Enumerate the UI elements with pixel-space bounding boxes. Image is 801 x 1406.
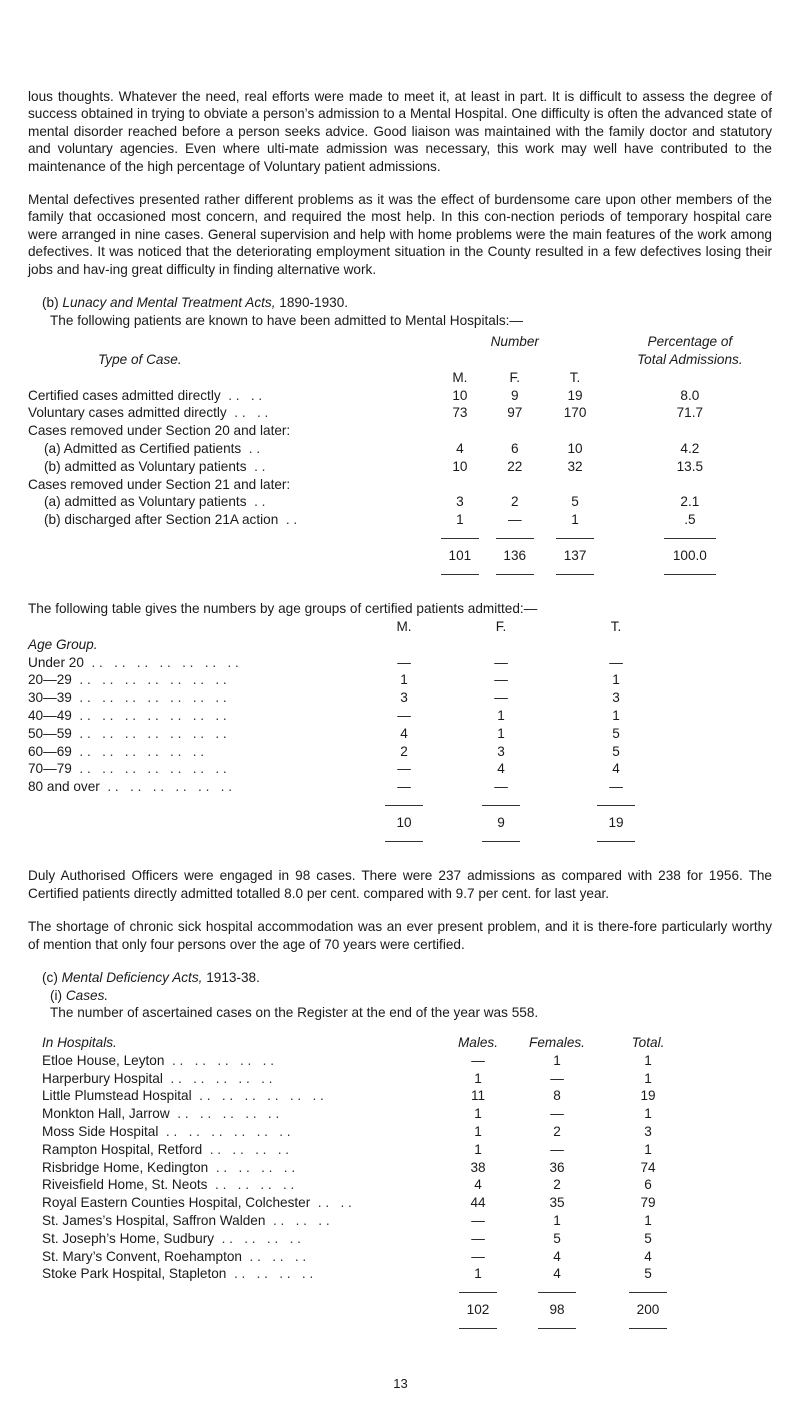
cell-t: 5 — [612, 725, 620, 741]
cell-t: 170 — [563, 405, 587, 421]
table-row — [28, 440, 772, 458]
row-label-cell — [28, 404, 433, 422]
cell-m: — — [471, 1212, 485, 1228]
cell-f: 2 — [510, 494, 519, 510]
row-label-cell — [42, 1212, 457, 1230]
cell-f: 22 — [507, 458, 523, 474]
table-row — [42, 1123, 681, 1141]
cell-f: 35 — [549, 1195, 565, 1211]
cell-f: 1 — [553, 1212, 561, 1228]
cell-m — [433, 422, 487, 440]
section-c-heading — [28, 969, 772, 1022]
table-row — [28, 387, 772, 405]
cell-f: 4 — [553, 1248, 561, 1264]
section-c-marker: (c) — [42, 970, 58, 985]
cell-m: — — [471, 1230, 485, 1246]
leader-dots: . . . . . . . . — [215, 1159, 296, 1175]
age-group-label-row — [28, 636, 662, 654]
hospitals-header-place: In Hospitals. — [42, 1035, 117, 1051]
leader-dots: . . — [248, 441, 261, 457]
table-row — [42, 1159, 681, 1177]
cell-pct: 71.7 — [676, 405, 704, 421]
header-number: Number — [490, 334, 539, 350]
table-row — [42, 1194, 681, 1212]
leader-dots: . . . . . . — [249, 1248, 307, 1264]
cell-t: 5 — [644, 1230, 652, 1246]
cell-t: 5 — [644, 1266, 652, 1282]
cell-m: 4 — [456, 441, 464, 457]
table-row — [28, 493, 772, 511]
cell-m: 73 — [452, 405, 468, 421]
hospitals-header-t: Total. — [631, 1035, 665, 1051]
leader-dots: . . . . . . . . . . — [170, 1070, 273, 1086]
table-row — [28, 743, 662, 761]
leader-dots: . . . . . . . . . . . . . . — [91, 654, 239, 670]
paragraph-3: Duly Authorised Officers were engaged in 98 cases. There were 237 admissions as compared with 238 for 1956. The Certified patients directly admitted totalled 8.0 per cent. compared with 9.7 per cent. for last year. — [28, 868, 772, 901]
leader-dots: . . . . . . . . . . . . — [79, 743, 205, 759]
leader-dots: . . . . . . . . . . . . . . — [79, 672, 227, 688]
hospitals-header-row — [42, 1034, 681, 1052]
cell-f: 97 — [507, 405, 523, 421]
cell-f: 2 — [553, 1124, 561, 1139]
leader-dots: . . . . . . . . — [233, 1266, 314, 1282]
row-label-cell — [42, 1230, 457, 1248]
table-row — [42, 1265, 681, 1283]
cell-m: 10 — [452, 387, 468, 403]
leader-dots: . . . . . . . . — [209, 1141, 290, 1157]
row-label: St. James’s Hospital, Saffron Walden — [42, 1212, 266, 1228]
cell-t — [542, 476, 607, 494]
total-f: 136 — [503, 547, 527, 563]
section-b-years: 1890-1930. — [279, 294, 349, 310]
row-label-cell — [28, 778, 376, 796]
cell-f: — — [494, 654, 508, 670]
cell-f: — — [550, 1141, 564, 1157]
cell-f: 4 — [497, 761, 505, 777]
cell-t: — — [609, 654, 623, 670]
admissions-header-row-3 — [28, 369, 772, 387]
table-row — [42, 1052, 681, 1070]
cell-t: 1 — [644, 1141, 652, 1157]
row-label-cell — [42, 1141, 457, 1159]
row-label-cell — [28, 654, 376, 672]
cell-f: 2 — [553, 1177, 561, 1193]
row-label: Harperbury Hospital — [42, 1070, 163, 1086]
cell-m: 38 — [470, 1159, 486, 1175]
row-label: 50—59 — [28, 725, 72, 741]
row-label: (b) discharged after Section 21A action — [44, 512, 279, 528]
row-label-cell — [28, 725, 376, 743]
cell-t: 1 — [612, 672, 620, 688]
table-row — [28, 511, 772, 529]
header-t: T. — [569, 369, 581, 385]
row-label: Stoke Park Hospital, Stapleton — [42, 1266, 227, 1282]
row-label: Cases removed under Section 21 and later: — [28, 476, 291, 492]
leader-dots: . . — [285, 512, 298, 528]
cell-m: — — [397, 761, 411, 777]
cell-t: 1 — [644, 1106, 652, 1122]
table-row — [28, 760, 662, 778]
cell-t: 3 — [644, 1124, 652, 1139]
header-m: M. — [452, 369, 468, 385]
cell-m: — — [471, 1052, 485, 1068]
row-label: Etloe House, Leyton — [42, 1052, 165, 1068]
hospitals-header-f: Females. — [529, 1035, 585, 1051]
cell-t: 5 — [612, 743, 620, 759]
cell-m: 1 — [474, 1141, 482, 1157]
leader-dots: . . . . — [234, 405, 269, 421]
age-total-f: 9 — [497, 814, 505, 830]
cell-pct: .5 — [684, 512, 696, 528]
table-row — [28, 725, 662, 743]
hospitals-table — [42, 1034, 681, 1337]
admissions-rule-row-2 — [28, 565, 772, 583]
section-b-title: Lunacy and Mental Treatment Acts, — [62, 294, 276, 310]
section-c-years: 1913-38. — [206, 970, 260, 985]
total-m: 101 — [448, 547, 472, 563]
admissions-total-row — [28, 547, 772, 565]
row-label-cell — [28, 511, 433, 529]
section-b-heading — [28, 294, 772, 329]
table-row — [42, 1105, 681, 1123]
cell-t: 1 — [644, 1052, 652, 1068]
header-percentage-2: Total Admissions. — [637, 352, 743, 368]
row-label: 70—79 — [28, 761, 72, 777]
cell-t: — — [609, 779, 623, 795]
table-row — [28, 404, 772, 422]
row-label-cell — [28, 760, 376, 778]
cell-m: — — [471, 1248, 485, 1264]
table-row — [42, 1212, 681, 1230]
table-row — [42, 1087, 681, 1105]
cell-t: 1 — [571, 512, 579, 528]
cell-f: — — [550, 1070, 564, 1086]
cell-m — [433, 476, 487, 494]
cell-f: 8 — [553, 1088, 561, 1104]
row-label-cell — [42, 1248, 457, 1266]
admissions-header-row-1 — [28, 333, 772, 351]
row-label: Royal Eastern Counties Hospital, Colchester — [42, 1195, 311, 1211]
paragraph-1: lous thoughts. Whatever the need, real efforts were made to meet it, at least in part. It is difficult to assess the degree of success obtained in trying to obviate a person’s admission to a Mental Hospital. One difficulty is often the advanced state of mental disorder reached before a person seeks advice. Good liaison was maintained with the family doctor and statutory and voluntary agencies. Even where ulti-mate admission was necessary, this work may well have contributed to the maintenance of the high percentage of Voluntary patient admissions. — [28, 89, 772, 174]
leader-dots: . . . . . . . . — [221, 1230, 301, 1246]
row-label: 60—69 — [28, 743, 72, 759]
section-c-sub-title: Cases. — [65, 987, 109, 1003]
row-label: Little Plumstead Hospital — [42, 1088, 192, 1104]
cell-m: 1 — [456, 512, 464, 528]
cell-f: 3 — [497, 743, 505, 759]
leader-dots: . . . . . . . . . . . . — [107, 779, 233, 795]
cell-t: 4 — [612, 761, 620, 777]
table-row — [28, 689, 662, 707]
cell-m: 1 — [400, 672, 408, 688]
cell-f: — — [494, 672, 508, 688]
cell-m: — — [397, 654, 411, 670]
row-label-cell — [28, 671, 376, 689]
age-header-f: F. — [495, 619, 507, 635]
table-row — [42, 1070, 681, 1088]
section-b-intro: The following patients are known to have been admitted to Mental Hospitals:— — [50, 312, 524, 328]
row-label-cell — [42, 1105, 457, 1123]
hospitals-header-m: Males. — [457, 1035, 499, 1051]
cell-m: 1 — [474, 1266, 482, 1282]
cell-t: 1 — [644, 1212, 652, 1228]
row-label: Certified cases admitted directly — [28, 387, 221, 403]
age-total-row — [28, 814, 662, 832]
cell-f: 1 — [497, 725, 505, 741]
table-row — [42, 1176, 681, 1194]
table-row — [28, 476, 772, 494]
cell-f: 9 — [510, 387, 519, 403]
cell-t — [542, 422, 607, 440]
cell-f: — — [507, 512, 522, 528]
leader-dots: . . . . . . . . — [215, 1177, 295, 1193]
table-row — [42, 1248, 681, 1266]
leader-dots: . . . . . . . . . . . . . . — [79, 761, 227, 777]
row-label: St. Joseph’s Home, Sudbury — [42, 1230, 215, 1246]
cell-pct: 2.1 — [680, 494, 700, 510]
row-label: (a) admitted as Voluntary patients — [44, 494, 247, 510]
row-label-cell — [28, 440, 433, 458]
table-row — [42, 1141, 681, 1159]
row-label-cell — [42, 1070, 457, 1088]
cell-t: 1 — [644, 1070, 652, 1086]
cell-m: 1 — [474, 1106, 482, 1122]
header-percentage-1: Percentage of — [647, 334, 733, 350]
cell-t: 19 — [567, 387, 583, 403]
cell-f: 36 — [549, 1159, 565, 1175]
leader-dots: . . . . . . . . . . . . . . — [79, 725, 227, 741]
age-header-row — [28, 618, 662, 636]
row-label-cell — [28, 422, 433, 440]
row-label-cell — [42, 1123, 457, 1141]
cell-m: 10 — [452, 458, 468, 474]
row-label-cell — [28, 476, 433, 494]
age-total-t: 19 — [608, 814, 624, 830]
page-number: 13 — [393, 1376, 408, 1391]
cell-m: 3 — [400, 690, 408, 706]
cell-m: 44 — [470, 1195, 486, 1211]
admissions-rule-row — [28, 529, 772, 547]
cell-t: 5 — [571, 494, 579, 510]
row-label-cell — [42, 1176, 457, 1194]
leader-dots: . . . . . . . . . . — [172, 1052, 274, 1068]
row-label: Riveisfield Home, St. Neots — [42, 1177, 208, 1193]
cell-t: 4 — [644, 1248, 652, 1264]
age-group-table — [28, 618, 662, 849]
row-label: (b) admitted as Voluntary patients — [44, 458, 247, 474]
cell-m: — — [397, 708, 411, 724]
cell-pct — [608, 422, 772, 440]
cell-f — [487, 476, 542, 494]
row-label-cell — [28, 707, 376, 725]
age-group-header: Age Group. — [28, 636, 98, 652]
table-row — [28, 778, 662, 796]
admissions-header-row-2 — [28, 351, 772, 369]
row-label-cell — [28, 743, 376, 761]
header-f: F. — [509, 369, 521, 385]
cell-t: 1 — [612, 708, 620, 724]
cell-m: 2 — [400, 743, 408, 759]
row-label-cell — [28, 493, 433, 511]
cell-t: 79 — [640, 1195, 656, 1211]
leader-dots: . . — [254, 458, 266, 474]
age-table-intro: The following table gives the numbers by age groups of certified patients admitted:— — [28, 601, 538, 617]
cell-f: 4 — [553, 1266, 561, 1282]
total-t: 137 — [563, 547, 587, 563]
row-label-cell — [42, 1159, 457, 1177]
cell-f — [487, 422, 542, 440]
row-label: 40—49 — [28, 708, 72, 724]
row-label: 30—39 — [28, 690, 72, 706]
table-row — [28, 458, 772, 476]
row-label: Cases removed under Section 20 and later: — [28, 423, 291, 439]
cell-m: 3 — [456, 494, 464, 510]
header-type-of-case: Type of Case. — [98, 352, 182, 368]
cell-f: — — [494, 690, 508, 706]
table-row — [28, 671, 662, 689]
table-row — [42, 1230, 681, 1248]
hospitals-total-m: 102 — [466, 1301, 490, 1317]
age-header-m: M. — [396, 619, 412, 635]
row-label: 20—29 — [28, 672, 72, 688]
section-c-title: Mental Deficiency Acts, — [61, 970, 203, 985]
cell-f: 1 — [553, 1052, 561, 1068]
row-label: Rampton Hospital, Retford — [42, 1141, 203, 1157]
row-label: (a) Admitted as Certified patients — [44, 441, 242, 457]
age-total-m: 10 — [396, 814, 412, 830]
cell-pct: 13.5 — [676, 458, 704, 474]
cell-t: 10 — [567, 441, 583, 457]
cell-t: 32 — [567, 458, 583, 474]
row-label-cell — [42, 1087, 457, 1105]
table-row — [28, 422, 772, 440]
age-rule-row-2 — [28, 832, 662, 850]
row-label: Voluntary cases admitted directly — [28, 405, 227, 421]
leader-dots: . . — [254, 494, 266, 510]
hospitals-rule-row-2 — [42, 1319, 681, 1337]
paragraph-2: Mental defectives presented rather different problems as it was the effect of burdensome care upon other members of the family that occasioned most concern, and required the most help. In this con-nection periods of temporary hospital care were arranged in nine cases. General supervision and help with home problems were the main features of the work among defectives. It was noticed that the deteriorating employment situation in the County resulted in a few defectives losing their jobs and hav-ing great difficulty in finding alternative work. — [28, 191, 772, 277]
leader-dots: . . . . . . — [272, 1212, 330, 1228]
cell-t: 6 — [644, 1177, 652, 1193]
table-row — [28, 654, 662, 672]
row-label: St. Mary’s Convent, Roehampton — [42, 1248, 242, 1264]
row-label: 80 and over — [28, 779, 100, 795]
row-label-cell — [42, 1052, 457, 1070]
row-label: Monkton Hall, Jarrow — [42, 1106, 170, 1122]
row-label-cell — [28, 387, 433, 405]
cell-m: 1 — [474, 1124, 482, 1139]
cell-pct — [608, 476, 772, 494]
leader-dots: . . . . . . . . . . . . . . — [79, 690, 227, 706]
cell-f: 1 — [497, 708, 505, 724]
row-label: Risbridge Home, Kedington — [42, 1159, 209, 1175]
leader-dots: . . . . — [228, 387, 263, 403]
cell-pct: 8.0 — [680, 387, 700, 403]
hospitals-rule-row — [42, 1283, 681, 1301]
hospitals-total-t: 200 — [636, 1301, 660, 1317]
row-label-cell — [42, 1265, 457, 1283]
cell-f: — — [494, 779, 508, 795]
cell-t: 3 — [612, 690, 620, 706]
cell-f: 6 — [510, 441, 519, 457]
section-b-marker: (b) — [42, 294, 59, 310]
cell-f: — — [550, 1106, 564, 1122]
cell-m: — — [397, 779, 411, 795]
leader-dots: . . . . . . . . . . — [177, 1106, 280, 1122]
row-label: Moss Side Hospital — [42, 1124, 159, 1139]
row-label: Under 20 — [28, 654, 84, 670]
cell-m: 11 — [470, 1088, 486, 1104]
row-label-cell — [42, 1194, 457, 1212]
leader-dots: . . . . — [317, 1195, 352, 1211]
age-header-t: T. — [610, 619, 622, 635]
section-c-intro: The number of ascertained cases on the Register at the end of the year was 558. — [50, 1005, 539, 1021]
cell-pct: 4.2 — [680, 441, 700, 457]
section-c-sub-marker: (i) — [50, 987, 63, 1003]
document-page — [28, 88, 772, 1337]
row-label-cell — [28, 689, 376, 707]
cell-m: 4 — [400, 725, 408, 741]
hospitals-total-row — [42, 1301, 681, 1319]
age-rule-row — [28, 796, 662, 814]
leader-dots: . . . . . . . . . . . . — [165, 1124, 291, 1139]
cell-t: 74 — [640, 1159, 656, 1175]
total-pct: 100.0 — [672, 547, 707, 563]
paragraph-4: The shortage of chronic sick hospital accommodation was an ever present problem, and it is there-fore particularly worthy of mention that only four persons over the age of 70 years were certified. — [28, 919, 772, 952]
leader-dots: . . . . . . . . . . . . . . — [79, 708, 227, 724]
cell-t: 19 — [640, 1088, 656, 1104]
cell-f: 5 — [553, 1230, 561, 1246]
row-label-cell — [28, 458, 433, 476]
cell-m: 4 — [474, 1177, 482, 1193]
hospitals-total-f: 98 — [549, 1301, 565, 1317]
admissions-table — [28, 333, 772, 582]
leader-dots: . . . . . . . . . . . . — [199, 1088, 324, 1104]
table-row — [28, 707, 662, 725]
cell-m: 1 — [474, 1070, 482, 1086]
